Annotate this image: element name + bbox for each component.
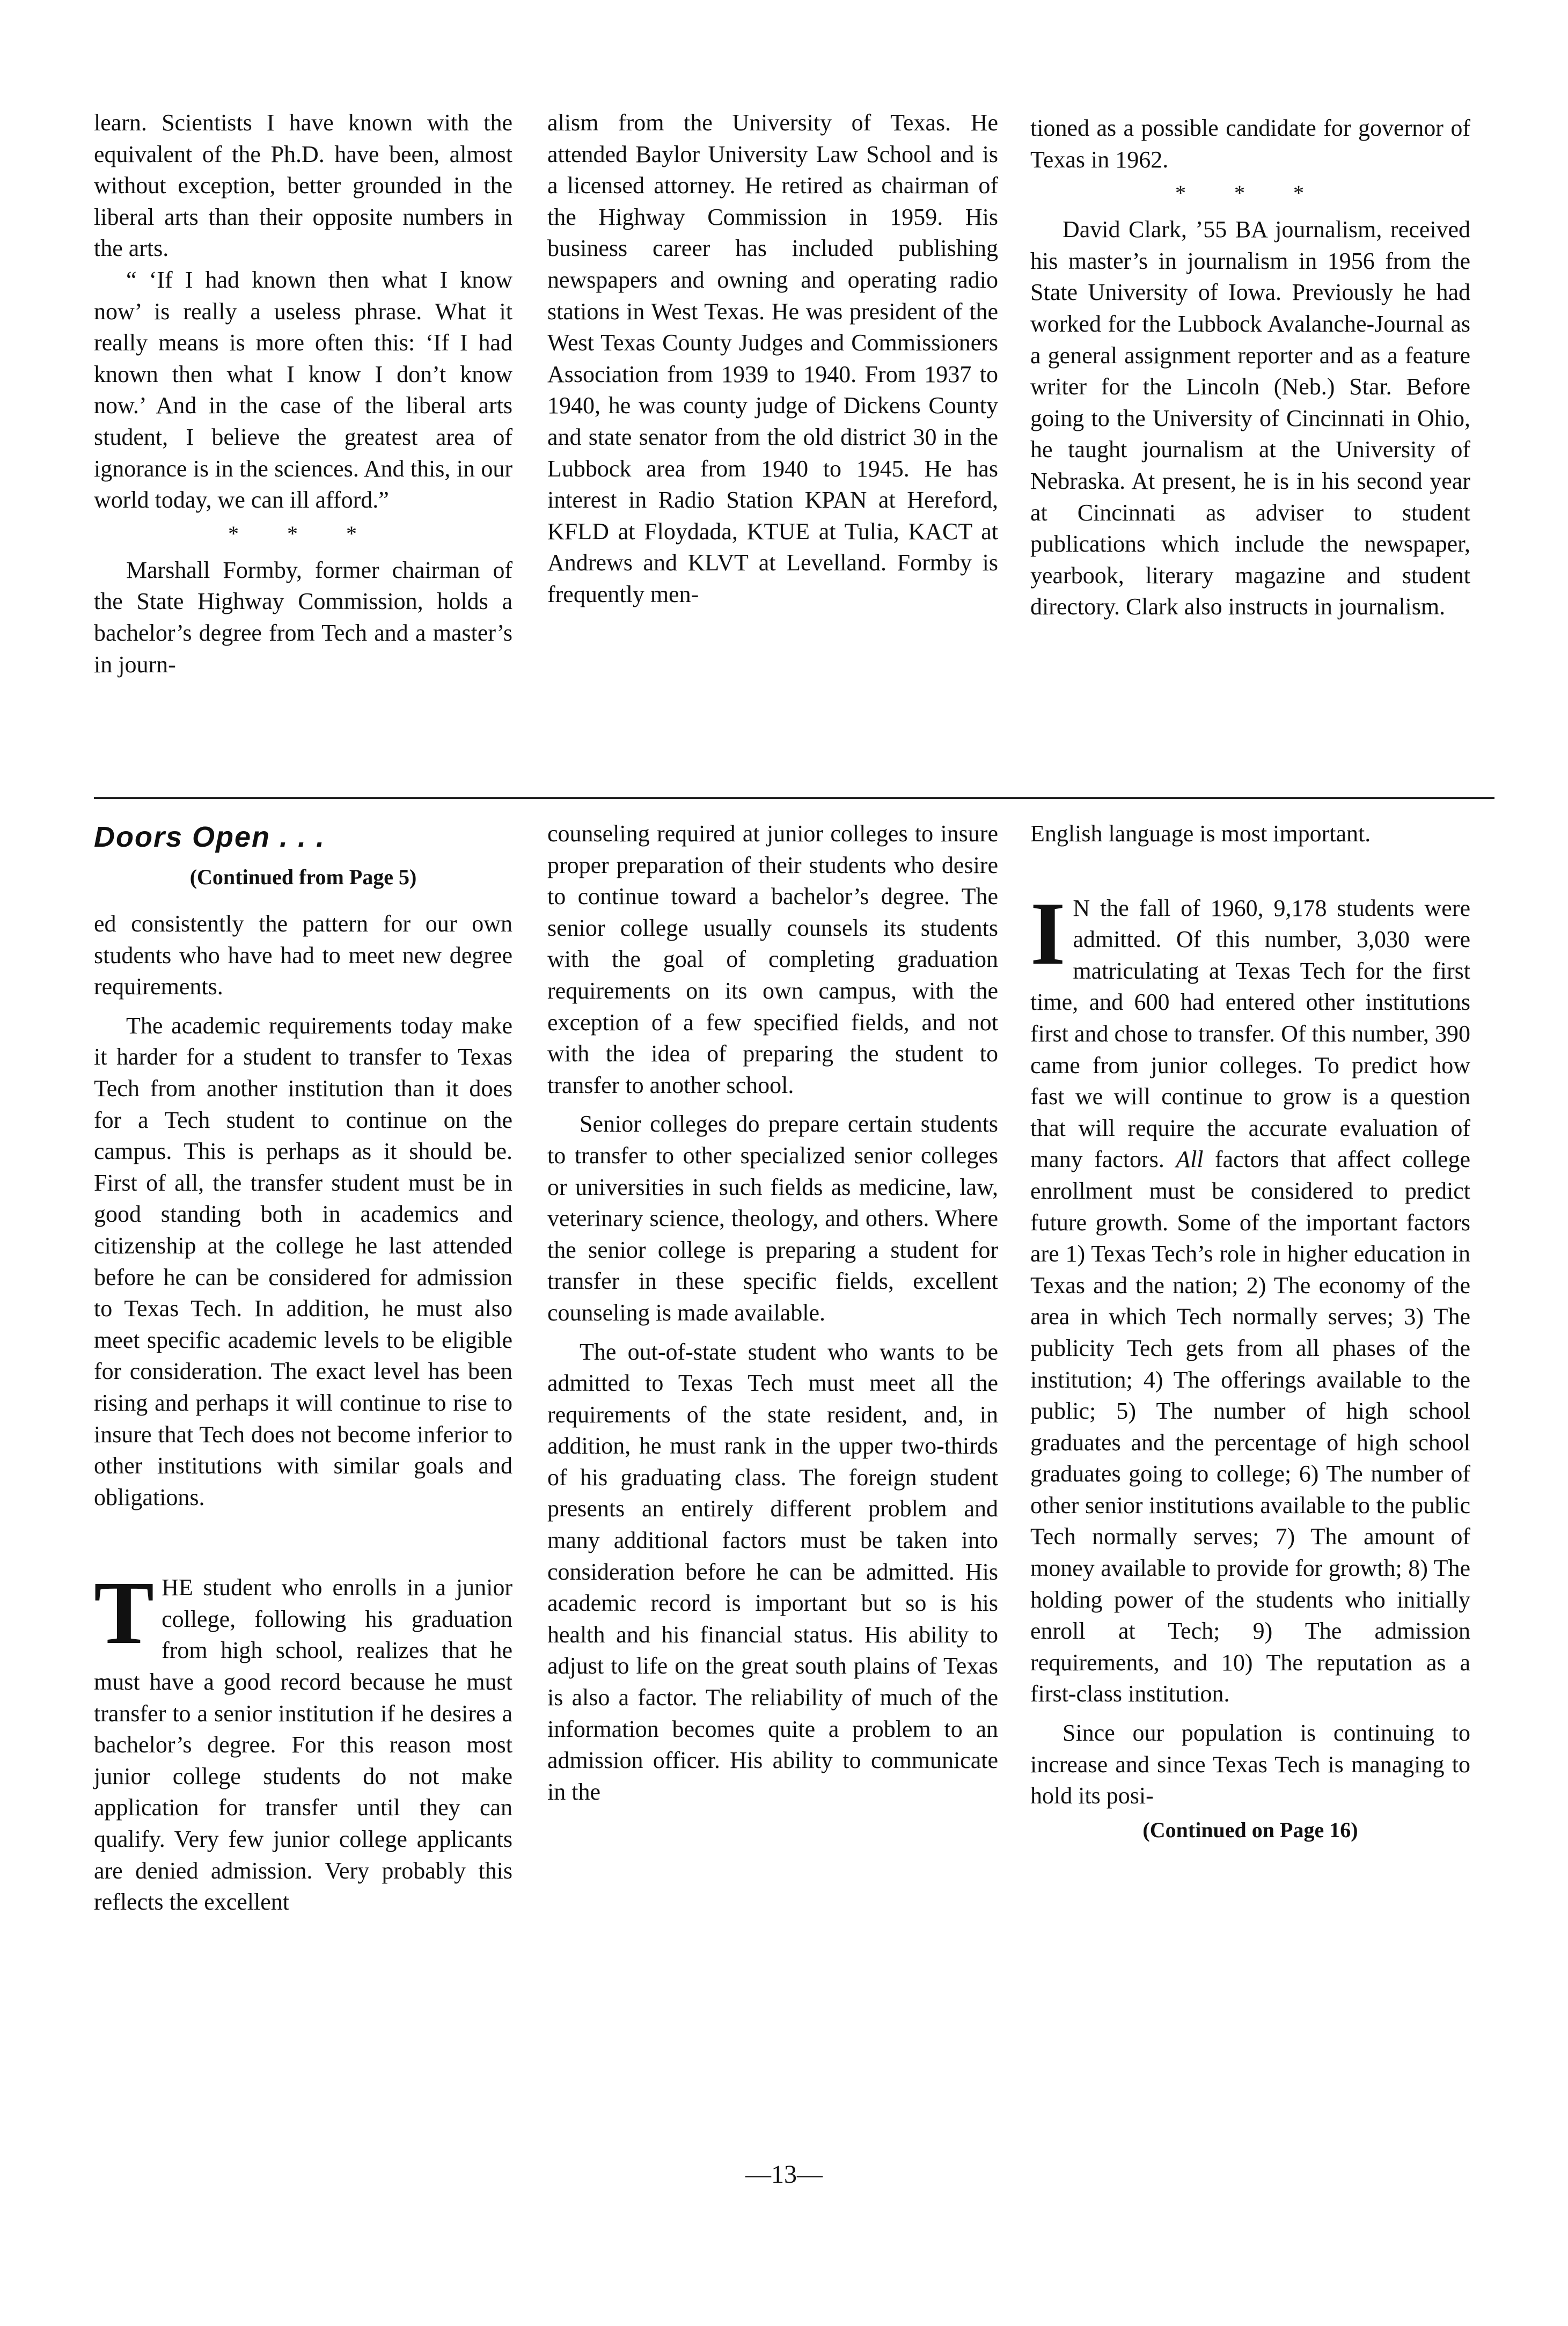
bottom-col1-paragraph-2: The academic requirements today make it harder for a student to transfer to Texas Tech from another institution than it does for a Tech student to continue on the campus. This is perhaps as it should be. First of all, the transfer student must be in good standing both in academics and citizenship at the college he last attended before he can be considered for admission to Texas Tech. In addition, he must also meet specific academic levels to be eligible for consideration. The exact level has been rising and perhaps it will continue to rise to insure that Tech does not become inferior to other institutions with similar goals and obligations. <box>94 1012 512 1510</box>
section-separator: * * * <box>228 521 378 546</box>
top-col1-paragraph-3: Marshall Formby, former chairman of the State Highway Commission, holds a bachelor’s degree from Tech and a master’s in journ- <box>94 556 512 678</box>
bottom-col1-paragraph-1: ed consistently the pattern for our own students who have had to meet new degree requirements. <box>94 911 512 1000</box>
bottom-col1-paragraph-3 <box>94 1563 512 1918</box>
bottom-column-2 <box>547 818 998 1808</box>
bottom-col2-paragraph-2: Senior colleges do prepare certain students to transfer to other specialized senior colleges or universities in such fields as medicine, law, veterinary science, theology, and others. Where the senior college is preparing a student for transfer in these specific fields, excellent counseling is made available. <box>547 1111 998 1326</box>
bottom-col2-paragraph-3: The out-of-state student who wants to be admitted to Texas Tech must meet all the requirements of the state resident, and, in addition, he must rank in the upper two-thirds of his graduating class. The foreign student presents an entirely different problem and many additional factors must be taken into consideration before he can be admitted. His academic record is important but so is his health and his financial status. His ability to adjust to life on the great south plains of Texas is also a factor. The reliability of much of the information becomes quite a problem to an admission officer. His ability to communicate in the <box>547 1338 998 1805</box>
article-kicker: Doors Open . . . <box>94 821 326 853</box>
page-number: —13— <box>745 2160 823 2189</box>
top-col3-paragraph-2: David Clark, ’55 BA journalism, received his master’s in journalism in 1956 from the State University of Iowa. Previously he had worked for the Lubbock Avalanche-Journal as a general assignment reporter and as a feature writer for the Lincoln (Neb.) Star. Before going to the University of Cincinnati in Ohio, he taught journalism at the University of Nebraska. At present, he is in his second year at Cincinnati as adviser to student publications which include the newspaper, yearbook, literary magazine and student directory. Clark also instructs in journalism. <box>1030 216 1470 620</box>
top-col2-paragraph-1: alism from the University of Texas. He attended Baylor University Law School and is a licensed attorney. He retired as chairman of the Highway Commission in 1959. His business career has included publishing newspapers and owning and operating radio stations in West Texas. He was president of the West Texas County Judges and Commissioners Association from 1939 to 1940. From 1937 to 1940, he was county judge of Dickens County and state senator from the old district 30 in the Lubbock area from 1940 to 1945. He has interest in Radio Station KPAN at Hereford, KFLD at Floydada, KTUE at Tulia, KACT at Andrews and KLVT at Levelland. Formby is frequently men- <box>547 109 998 607</box>
drop-cap: T <box>94 1563 155 1663</box>
continued-on-line: (Continued on Page 16) <box>1142 1817 1358 1842</box>
bottom-col1-paragraph-3-text: HE student who enrolls in a junior college, following his graduation from high school, realizes that he must have a good record because he must transfer to a senior institution if he desires a bachelor’s degree. For this reason most junior college students do not make application for transfer until they can qualify. Very few junior college applicants are denied admission. Very probably this reflects the excellent <box>94 1574 512 1916</box>
bottom-col3-paragraph-2-tail: factors that affect college enrollment must be considered to predict future growth. Some of the important factors are 1) Texas Tech’s role in higher education in Texas and the nation; 2) The economy of the area in which Tech normally serves; 3) The publicity Tech gets from all phases of the institution; 4) The offerings available to the public; 5) The number of high school graduates and the percentage of high school graduates going to college; 6) The number of other senior institutions available to the public Tech normally serves; 7) The amount of money available to provide for growth; 8) The holding power of the students who initially enroll at Tech; 9) The admission requirements, and 10) The reputation as a first-class institution. <box>1030 1146 1470 1707</box>
emphasis-all: All <box>1176 1146 1204 1173</box>
bottom-column-3 <box>1030 818 1470 1861</box>
top-column-2 <box>547 107 998 611</box>
bottom-col3-paragraph-2-text: N the fall of 1960, 9,178 students were admitted. Of this number, 3,030 were matriculating at Texas Tech for the first time, and 600 had entered other institutions first and chose to transfer. Of this number, 390 came from junior colleges. To predict how fast we will continue to grow is a question that will require the accurate evaluation of many factors. <box>1030 894 1470 1173</box>
top-column-1 <box>94 107 512 680</box>
bottom-column-1 <box>94 818 512 1918</box>
top-column-3 <box>1030 113 1470 623</box>
section-separator: * * * <box>1175 181 1325 206</box>
bottom-col3-paragraph-1: English language is most important. <box>1030 820 1371 847</box>
bottom-col3-paragraph-3: Since our population is continuing to increase and since Texas Tech is managing to hold its posi- <box>1030 1720 1470 1809</box>
top-col1-paragraph-2: “ ‘If I had known then what I know now’ is really a useless phrase. What it really means is more often this: ‘If I had known then what I know I don’t know now.’ And in the case of the liberal arts student, I believe the greatest area of ignorance is in the sciences. And this, in our world today, we can ill afford.” <box>94 266 512 513</box>
drop-cap: I <box>1030 883 1066 984</box>
horizontal-divider <box>94 797 1494 799</box>
top-col1-paragraph-1: learn. Scientists I have known with the equivalent of the Ph.D. have been, almost without exception, better grounded in the liberal arts than their opposite numbers in the arts. <box>94 109 512 262</box>
continued-from-line: (Continued from Page 5) <box>189 865 417 889</box>
bottom-col3-paragraph-2 <box>1030 883 1470 1710</box>
bottom-col2-paragraph-1: counseling required at junior colleges to insure proper preparation of their students who desire to continue toward a bachelor’s degree. The senior college usually counsels its students with the goal of completing graduation requirements on its own campus, with the exception of a few specified fields, and not with the idea of preparing the student to transfer to another school. <box>547 820 998 1098</box>
top-col3-paragraph-1: tioned as a possible candidate for governor of Texas in 1962. <box>1030 115 1470 173</box>
